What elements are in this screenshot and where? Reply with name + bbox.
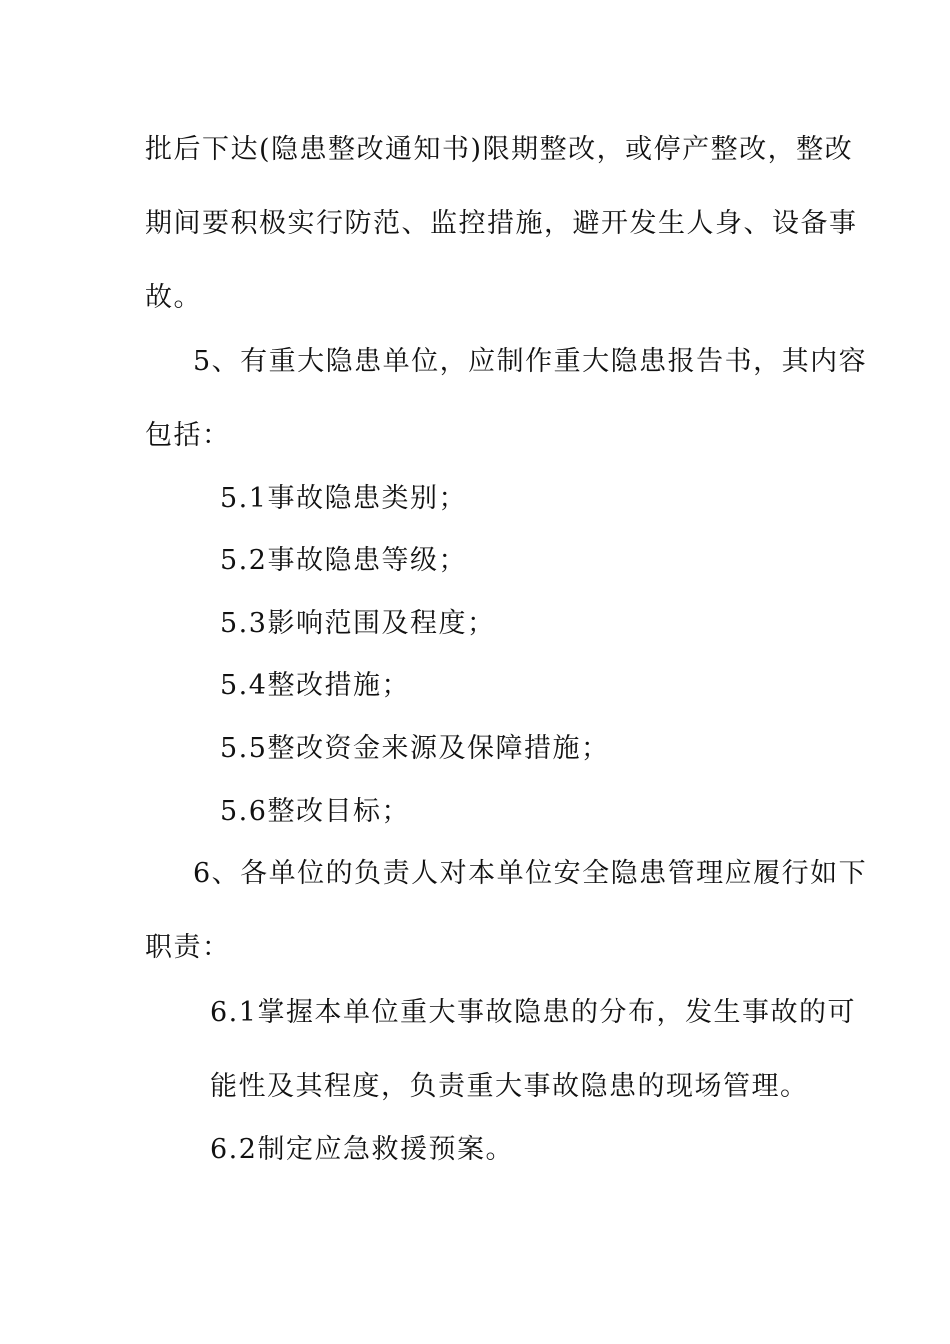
list-item: 5.2事故隐患等级； [220, 545, 467, 576]
section-5-heading: 5、有重大隐患单位，应制作重大隐患报告书，其内容 [193, 346, 868, 377]
paragraph-line: 期间要积极实行防范、监控措施，避开发生人身、设备事 [145, 208, 858, 239]
paragraph-line: 职责： [145, 932, 231, 963]
paragraph-line: 批后下达(隐患整改通知书)限期整改，或停产整改，整改 [145, 134, 854, 165]
paragraph-line: 包括： [145, 420, 231, 451]
list-item: 5.4整改措施； [220, 670, 410, 701]
list-item: 6.2制定应急救援预案。 [210, 1134, 514, 1165]
list-item: 6.1掌握本单位重大事故隐患的分布，发生事故的可 [210, 997, 856, 1028]
list-item: 5.6整改目标； [220, 796, 410, 827]
list-item: 5.1事故隐患类别； [220, 483, 467, 514]
list-item: 5.3影响范围及程度； [220, 608, 496, 639]
section-6-heading: 6、各单位的负责人对本单位安全隐患管理应履行如下 [193, 858, 868, 889]
list-item: 5.5整改资金来源及保障措施； [220, 733, 610, 764]
paragraph-line: 故。 [145, 282, 202, 313]
list-item-continuation: 能性及其程度，负责重大事故隐患的现场管理。 [210, 1071, 809, 1102]
